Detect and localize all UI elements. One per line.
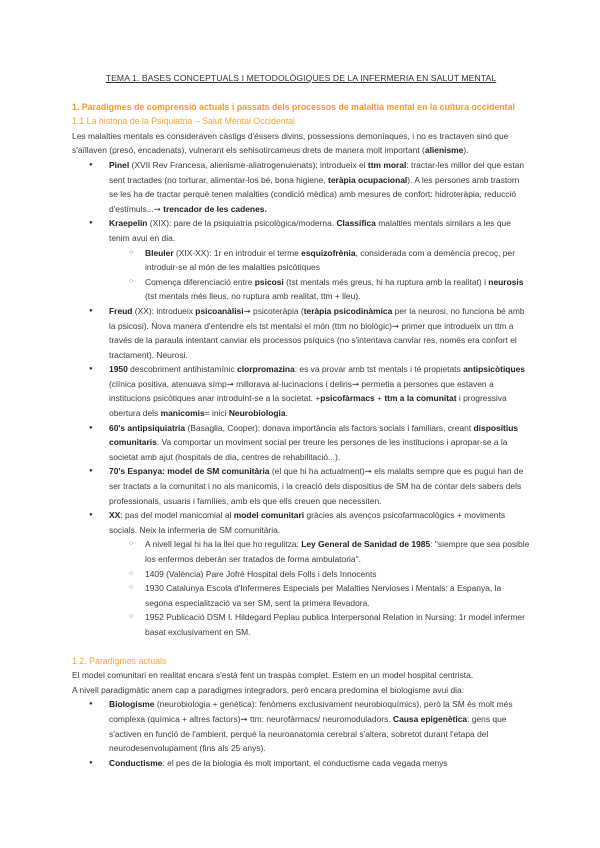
paragraph [72, 129, 530, 158]
text: 1930 Catalunya Escola d'Infermeres Especials per Malalties Nervioses i Mentals: a Espanya, la segona especialització va ser SM, sent la primera llevadora. [145, 583, 502, 608]
bullet-item [72, 362, 530, 420]
bold-text: Causa epigenètica [392, 713, 468, 724]
document-page [72, 71, 530, 770]
document-title [72, 71, 530, 86]
text: gràcies als avenços psicofarmacològics + moviments socials. Neix la infermeria de SM comunitària. [109, 510, 506, 535]
bold-text: Ley General de Sanidad de 1985 [301, 539, 431, 550]
bold-text: XX [109, 510, 121, 521]
text: (neurobiologia + genètica): fenòmens exclusivament neurobioquímics), però la SM és molt més complexa (química + altres factors)➞ ttm: neurofàrmacs/ neuromoduladors. [109, 699, 513, 724]
bullet-item [72, 216, 530, 245]
text: (clínica positiva, atenuava símp➞ millorava al·lucinacions i deliris➞ permetia a persones que estaven a institucions psicòtiques anar introduint-se a la societat. + [109, 378, 494, 404]
bullet-item [72, 508, 530, 537]
bold-text: teràpia psicodinàmica [303, 305, 393, 316]
bullet-item [72, 697, 530, 755]
text: per la neurosi, no funciona bé amb la psicosi). Nova manera d'entendre els tst mentalsi el món (ttm no biològic)➞ primer que introdueix un ttm a través de la paraula intentant canviar els processos psíquics (no s'intentava canviar res, només era confort el tractament). Neurosi. [109, 305, 525, 360]
bold-text: dispositius comunitaris [109, 422, 519, 448]
text: : es va provar amb tst mentals i té propietats [294, 364, 464, 375]
bold-text: ttm a la comunitat [384, 393, 457, 404]
bold-text: psicofàrmacs [320, 393, 375, 404]
section-heading [72, 100, 530, 115]
bold-text: Conductisme [109, 757, 163, 768]
bold-text: Bleuler [145, 247, 174, 258]
text: A nivell paradigmàtic anem cap a paradigmes integradors, però encara predomina el biologisme avui dia: [72, 684, 465, 695]
bold-text: Classifica [336, 218, 376, 229]
text: = inici [204, 408, 229, 419]
text: 1.2. Paradigmes actuals [72, 655, 167, 666]
text: Comença diferenciació entre [145, 276, 255, 287]
paragraph [72, 668, 530, 683]
bold-text: neurosis [488, 276, 524, 287]
text: (tst mentals més greus, hi ha ruptura amb la realitat) i [283, 276, 489, 287]
text: (XIX-XX): 1r en introduir el terme [173, 247, 302, 258]
bold-text: 70's Espanya: model de SM comunitària [109, 466, 270, 477]
bold-text: 60's antipsiquiatria [109, 422, 186, 433]
bold-text: model comunitari [233, 510, 305, 521]
bold-text: Pinel [109, 159, 130, 170]
text: ➞ psicoteràpia ( [243, 305, 304, 316]
text: + [374, 393, 385, 404]
subsection-heading [72, 654, 530, 669]
bullet-item [72, 464, 530, 508]
text: TEMA 1. BASES CONCEPTUALS I METODOLÒGIQUES DE LA INFERMERIA EN SALUT MENTAL [105, 73, 497, 83]
text: . Va comportar un moviment social per treure les persones de les institucions i apropar-se a la societat amb ajut (hospitals de dia, centres de rehabilitació...). [109, 437, 508, 462]
bullet-item [72, 421, 530, 465]
bullet-item [72, 756, 530, 771]
text: (el que hi ha actualment)➞ els malalts sempre que es pugui han de ser tractats a la comunitat i no als manicomis, i la creació dels dispositius de SM ha de contar dels sabers dels professionals, usuaris i famílies, amb els que ells creuen que necessiten. [109, 466, 524, 506]
sub-bullet-item [72, 581, 530, 610]
sub-bullet-item [72, 275, 530, 304]
sub-bullet-item [72, 537, 530, 566]
text: (Basaglia, Cooper): donava importància als factors socials i familiars, creant [185, 422, 474, 433]
sub-bullet-item [72, 246, 530, 275]
text: descobriment antihistamínic [127, 364, 238, 375]
subsection-heading [72, 114, 530, 129]
bullet-item [72, 158, 530, 216]
text: 1409 (València) Pare Jofré Hospital dels Folls i dels Innocents [145, 568, 377, 579]
text: 1. Paradigmes de comprensió actuals i passats dels processos de malaltia mental en la cultura occidental [72, 101, 515, 112]
text: : "siempre que sea posible los enfermos deberán ser tratados de forma ambulatoria". [145, 539, 530, 564]
text: (XVII Rev Francesa, alienisme-aliatrogenuienats): introdueix el [129, 159, 368, 170]
bold-text: alienisme [424, 145, 464, 156]
text: : gens que s'activen en funció de l'ambient, perquè la neuroanatomia cerebral s'altera, sobretot durant l'etapa del neurodesenvolupament (fins als 25 anys). [109, 713, 507, 754]
bold-text: Freud [109, 305, 133, 316]
sub-bullet-item [72, 567, 530, 582]
text: (XIX): pare de la psiquiatria psicològica/moderna. [147, 218, 337, 229]
text: . [285, 408, 288, 419]
bold-text: clorpromazina [237, 364, 295, 375]
bold-text: Neurobiologia [228, 408, 286, 419]
text: Les malalties mentals es consideraven càstigs d'éssers divins, possessions demoníaques, i no es tractaven sinó que s'aïllaven (presó, encadenats), vulnerant els sehisotircameus drets de manera molt important ( [72, 130, 509, 156]
text: , considerada com a demència precoç, per introduir-se al món de les malalties psicòtiques [145, 247, 516, 273]
text: ). [463, 145, 469, 156]
bold-text: teràpia ocupacional [328, 174, 408, 185]
bold-text: manicomis [160, 408, 205, 419]
text: El model comunitari en realitat encara s'està fent un traspàs complet. Estem en un model hospital centrista. [72, 670, 474, 681]
text: : pas del model manicomial al [120, 510, 234, 521]
text: i progressiva obertura dels [109, 393, 507, 419]
bullet-item [72, 304, 530, 362]
text: 1.1 La història de la Psiquiatria – Salut Mental Occidental [72, 116, 295, 127]
text: ). A les persones amb trastorn se les ha de tractar perquè tenen malalties (condició mèdica) amb mesures de confort: hidroteràpia, reducció d'estímuls...➞ [109, 174, 520, 214]
bold-text: psicosi [254, 276, 284, 287]
sub-bullet-item [72, 610, 530, 639]
text: : tractar-les millor del que estan sent tractades (no torturar, alimentar-los bé, bona higiene, [109, 159, 525, 185]
bold-text: antipsicòtiques [463, 364, 525, 375]
bold-text: psicoanàlisi [195, 305, 244, 316]
text: (XX): introdueix [132, 305, 196, 316]
bold-text: Biologisme [109, 699, 155, 710]
text: (tst mentals més lleus, no ruptura amb realitat, ttm + lleu). [145, 291, 361, 302]
bold-text: esquizofrènia [301, 247, 356, 258]
text: : el pes de la biologia és molt important, el conductisme cada vegada menys [162, 757, 448, 768]
bold-text: Kraepelin [109, 218, 148, 229]
bold-text: 1950 [109, 364, 128, 375]
text: malalties mentals similars a les que tenim avui en dia. [109, 218, 511, 243]
bold-text: ttm moral [367, 159, 407, 170]
text: 1952 Publicació DSM I. Hildegard Peplau publica Interpersonal Relation in Nursing: 1r model infermer basat exclusivament en SM. [145, 612, 525, 637]
paragraph [72, 683, 530, 698]
text: A nivell legal hi ha la llei que ho regulitza: [145, 539, 302, 550]
bold-text: trencador de les cadenes. [163, 203, 267, 214]
